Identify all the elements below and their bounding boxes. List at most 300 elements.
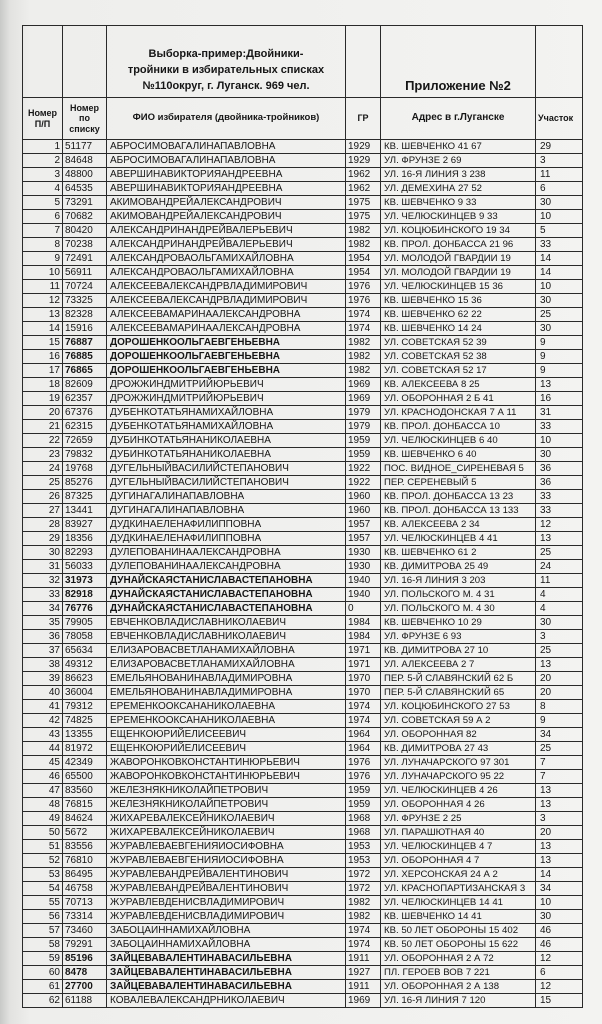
row-number-cell: 19 — [23, 392, 63, 405]
list-number-cell: 67376 — [63, 406, 107, 419]
address-cell: УЛ. СОВЕТСКАЯ 52 17 — [381, 364, 536, 377]
table-row — [23, 238, 583, 252]
document-title-line: №110округ, г. Луганск. 969 чел. — [142, 80, 310, 92]
birth-year-cell: 1930 — [346, 560, 381, 573]
row-number-cell: 12 — [23, 294, 63, 307]
precinct-cell: 14 — [536, 266, 583, 279]
header-list-number — [63, 98, 107, 139]
birth-year-cell: 0 — [346, 602, 381, 615]
list-number-cell: 83556 — [63, 840, 107, 853]
precinct-cell: 10 — [536, 896, 583, 909]
address-cell: УЛ. АЛЕКСЕЕВА 2 7 — [381, 658, 536, 671]
voter-name-cell: ДУНАЙСКАЯСТАНИСЛАВАСТЕПАНОВНА — [107, 574, 346, 587]
voter-name-cell: АВЕРШИНАВИКТОРИЯАНДРЕЕВНА — [107, 168, 346, 181]
row-number-cell: 39 — [23, 672, 63, 685]
table-row — [23, 644, 583, 658]
list-number-cell: 87325 — [63, 490, 107, 503]
header-text: Номер — [69, 102, 100, 113]
row-number-cell: 1 — [23, 140, 63, 153]
birth-year-cell: 1976 — [346, 756, 381, 769]
list-number-cell: 76865 — [63, 364, 107, 377]
address-cell: УЛ. ЧЕЛЮСКИНЦЕВ 4 26 — [381, 784, 536, 797]
precinct-cell: 9 — [536, 350, 583, 363]
voter-name-cell: АЛЕКСЕЕВАМАРИНААЛЕКСАНДРОВНА — [107, 308, 346, 321]
header-text: Номер — [27, 108, 58, 118]
table-row — [23, 546, 583, 560]
address-cell: УЛ. ФРУНЗЕ 2 69 — [381, 154, 536, 167]
precinct-cell: 24 — [536, 560, 583, 573]
voter-name-cell: ДУБЕНКОТАТЬЯНАМИХАЙЛОВНА — [107, 406, 346, 419]
row-number-cell: 15 — [23, 336, 63, 349]
list-number-cell: 76815 — [63, 798, 107, 811]
voter-name-cell: ЗАБОЦАИННАМИХАЙЛОВНА — [107, 938, 346, 951]
table-row — [23, 910, 583, 924]
list-number-cell: 80420 — [63, 224, 107, 237]
list-number-cell: 51177 — [63, 140, 107, 153]
table-row — [23, 714, 583, 728]
voter-name-cell: ЕМЕЛЬЯНОВАНИНАВЛАДИМИРОВНА — [107, 672, 346, 685]
birth-year-cell: 1974 — [346, 700, 381, 713]
address-cell: УЛ. ПОЛЬСКОГО М. 4 30 — [381, 602, 536, 615]
list-number-cell: 61188 — [63, 994, 107, 1007]
table-row — [23, 700, 583, 714]
row-number-cell: 58 — [23, 938, 63, 951]
table-row — [23, 476, 583, 490]
birth-year-cell: 1969 — [346, 378, 381, 391]
voter-name-cell: ЖЕЛЕЗНЯКНИКОЛАЙПЕТРОВИЧ — [107, 784, 346, 797]
precinct-cell: 3 — [536, 812, 583, 825]
column-header-row — [23, 98, 583, 140]
list-number-cell: 76776 — [63, 602, 107, 615]
precinct-cell: 13 — [536, 532, 583, 545]
table-row — [23, 154, 583, 168]
address-cell: УЛ. КРАСНОДОНСКАЯ 7 А 11 — [381, 406, 536, 419]
table-row — [23, 658, 583, 672]
birth-year-cell: 1984 — [346, 630, 381, 643]
precinct-cell: 20 — [536, 672, 583, 685]
voter-name-cell: ЕВЧЕНКОВЛАДИСЛАВНИКОЛАЕВИЧ — [107, 630, 346, 643]
list-number-cell: 70713 — [63, 896, 107, 909]
table-row — [23, 560, 583, 574]
address-cell: УЛ. МОЛОДОЙ ГВАРДИИ 19 — [381, 252, 536, 265]
precinct-cell: 7 — [536, 756, 583, 769]
row-number-cell: 54 — [23, 882, 63, 895]
birth-year-cell: 1962 — [346, 182, 381, 195]
list-number-cell: 62315 — [63, 420, 107, 433]
birth-year-cell: 1911 — [346, 952, 381, 965]
list-number-cell: 73291 — [63, 196, 107, 209]
voter-name-cell: ЕМЕЛЬЯНОВАНИНАВЛАДИМИРОВНА — [107, 686, 346, 699]
row-number-cell: 8 — [23, 238, 63, 251]
list-number-cell: 27700 — [63, 980, 107, 993]
row-number-cell: 36 — [23, 630, 63, 643]
row-number-cell: 28 — [23, 518, 63, 531]
list-number-cell: 79832 — [63, 448, 107, 461]
list-number-cell: 79312 — [63, 700, 107, 713]
table-row — [23, 350, 583, 364]
precinct-cell: 9 — [536, 336, 583, 349]
address-cell: ПЕР. 5-Й СЛАВЯНСКИЙ 62 Б — [381, 672, 536, 685]
row-number-cell: 42 — [23, 714, 63, 727]
row-number-cell: 52 — [23, 854, 63, 867]
table-row — [23, 364, 583, 378]
address-cell: КВ. ШЕВЧЕНКО 6 40 — [381, 448, 536, 461]
blank-cell — [23, 26, 63, 97]
row-number-cell: 35 — [23, 616, 63, 629]
precinct-cell: 30 — [536, 322, 583, 335]
row-number-cell: 41 — [23, 700, 63, 713]
precinct-cell: 13 — [536, 798, 583, 811]
birth-year-cell: 1964 — [346, 728, 381, 741]
birth-year-cell: 1982 — [346, 364, 381, 377]
address-cell: УЛ. ПАРАШЮТНАЯ 40 — [381, 826, 536, 839]
address-cell: УЛ. ФРУНЗЕ 2 25 — [381, 812, 536, 825]
row-number-cell: 34 — [23, 602, 63, 615]
table-row — [23, 490, 583, 504]
voter-name-cell: АЛЕКСАНДРОВАОЛЬГАМИХАЙЛОВНА — [107, 252, 346, 265]
row-number-cell: 31 — [23, 560, 63, 573]
birth-year-cell: 1962 — [346, 168, 381, 181]
precinct-cell: 9 — [536, 714, 583, 727]
precinct-cell: 3 — [536, 630, 583, 643]
list-number-cell: 79291 — [63, 938, 107, 951]
address-cell: КВ. ШЕВЧЕНКО 15 36 — [381, 294, 536, 307]
precinct-cell: 29 — [536, 140, 583, 153]
address-cell: КВ. ДИМИТРОВА 27 43 — [381, 742, 536, 755]
list-number-cell: 48800 — [63, 168, 107, 181]
list-number-cell: 79905 — [63, 616, 107, 629]
table-row — [23, 868, 583, 882]
birth-year-cell: 1972 — [346, 868, 381, 881]
precinct-cell: 36 — [536, 462, 583, 475]
address-cell: КВ. ДИМИТРОВА 27 10 — [381, 644, 536, 657]
voter-name-cell: ДУЛЕПОВАНИНААЛЕКСАНДРОВНА — [107, 560, 346, 573]
table-row — [23, 420, 583, 434]
precinct-cell: 11 — [536, 574, 583, 587]
voter-name-cell: ДОРОШЕНКООЛЬГАЕВГЕНЬЕВНА — [107, 364, 346, 377]
table-row — [23, 756, 583, 770]
list-number-cell: 5672 — [63, 826, 107, 839]
voter-name-cell: ДУГИНАГАЛИНАПАВЛОВНА — [107, 504, 346, 517]
precinct-cell: 4 — [536, 602, 583, 615]
list-number-cell: 70682 — [63, 210, 107, 223]
address-cell: КВ. ПРОЛ. ДОНБАССА 10 — [381, 420, 536, 433]
row-number-cell: 22 — [23, 434, 63, 447]
list-number-cell: 42349 — [63, 756, 107, 769]
list-number-cell: 31973 — [63, 574, 107, 587]
voter-duplicates-table — [22, 25, 583, 1008]
birth-year-cell: 1976 — [346, 280, 381, 293]
list-number-cell: 13355 — [63, 728, 107, 741]
table-row — [23, 588, 583, 602]
list-number-cell: 76885 — [63, 350, 107, 363]
list-number-cell: 82918 — [63, 588, 107, 601]
list-number-cell: 65500 — [63, 770, 107, 783]
header-address: Адрес в г.Луганске — [381, 98, 536, 139]
precinct-cell: 13 — [536, 854, 583, 867]
table-row — [23, 952, 583, 966]
precinct-cell: 14 — [536, 868, 583, 881]
birth-year-cell: 1954 — [346, 266, 381, 279]
address-cell: УЛ. ЧЕЛЮСКИНЦЕВ 4 7 — [381, 840, 536, 853]
document-title-line: Выборка-пример:Двойники- — [148, 48, 304, 60]
voter-name-cell: ЖИХАРЕВАЛЕКСЕЙНИКОЛАЕВИЧ — [107, 812, 346, 825]
address-cell: УЛ. ОБОРОННАЯ 2 Б 41 — [381, 392, 536, 405]
list-number-cell: 83927 — [63, 518, 107, 531]
voter-name-cell: АЛЕКСАНДРИНАНДРЕЙВАЛЕРЬЕВИЧ — [107, 238, 346, 251]
row-number-cell: 21 — [23, 420, 63, 433]
precinct-cell: 36 — [536, 476, 583, 489]
table-row — [23, 280, 583, 294]
row-number-cell: 57 — [23, 924, 63, 937]
table-row — [23, 798, 583, 812]
row-number-cell: 25 — [23, 476, 63, 489]
table-row — [23, 518, 583, 532]
address-cell: УЛ. ХЕРСОНСКАЯ 24 А 2 — [381, 868, 536, 881]
precinct-cell: 33 — [536, 238, 583, 251]
list-number-cell: 13441 — [63, 504, 107, 517]
table-row — [23, 616, 583, 630]
address-cell: КВ. АЛЕКСЕЕВА 8 25 — [381, 378, 536, 391]
precinct-cell: 34 — [536, 728, 583, 741]
list-number-cell: 62357 — [63, 392, 107, 405]
header-voter-name: ФИО избирателя (двойника-тройников) — [107, 98, 346, 139]
precinct-cell: 10 — [536, 280, 583, 293]
voter-name-cell: ДУЛЕПОВАНИНААЛЕКСАНДРОВНА — [107, 546, 346, 559]
row-number-cell: 24 — [23, 462, 63, 475]
birth-year-cell: 1927 — [346, 966, 381, 979]
row-number-cell: 14 — [23, 322, 63, 335]
birth-year-cell: 1940 — [346, 588, 381, 601]
address-cell: УЛ. ОБОРОННАЯ 82 — [381, 728, 536, 741]
birth-year-cell: 1922 — [346, 476, 381, 489]
voter-name-cell: ЕРЕМЕНКООКСАНАНИКОЛАЕВНА — [107, 714, 346, 727]
blank-cell — [346, 26, 381, 97]
voter-name-cell: ЕЛИЗАРОВАСВЕТЛАНАМИХАЙЛОВНА — [107, 644, 346, 657]
birth-year-cell: 1974 — [346, 714, 381, 727]
precinct-cell: 46 — [536, 938, 583, 951]
table-row — [23, 854, 583, 868]
table-row — [23, 196, 583, 210]
address-cell: КВ. ШЕВЧЕНКО 62 22 — [381, 308, 536, 321]
precinct-cell: 8 — [536, 700, 583, 713]
birth-year-cell: 1975 — [346, 210, 381, 223]
birth-year-cell: 1982 — [346, 350, 381, 363]
voter-name-cell: ДУГЕЛЬНЫЙВАСИЛИЙСТЕПАНОВИЧ — [107, 462, 346, 475]
precinct-cell: 6 — [536, 182, 583, 195]
voter-name-cell: ЖЕЛЕЗНЯКНИКОЛАЙПЕТРОВИЧ — [107, 798, 346, 811]
voter-name-cell: ЖУРАВЛЕВАНДРЕЙВАЛЕНТИНОВИЧ — [107, 868, 346, 881]
list-number-cell: 46758 — [63, 882, 107, 895]
list-number-cell: 56033 — [63, 560, 107, 573]
voter-name-cell: АЛЕКСАНДРОВАОЛЬГАМИХАЙЛОВНА — [107, 266, 346, 279]
precinct-cell: 6 — [536, 966, 583, 979]
voter-name-cell: ЕВЧЕНКОВЛАДИСЛАВНИКОЛАЕВИЧ — [107, 616, 346, 629]
birth-year-cell: 1969 — [346, 994, 381, 1007]
table-row — [23, 728, 583, 742]
voter-name-cell: ЖУРАВЛЕВДЕНИСВЛАДИМИРОВИЧ — [107, 896, 346, 909]
table-row — [23, 448, 583, 462]
birth-year-cell: 1979 — [346, 406, 381, 419]
table-row — [23, 994, 583, 1008]
precinct-cell: 14 — [536, 252, 583, 265]
table-row — [23, 168, 583, 182]
list-number-cell: 15916 — [63, 322, 107, 335]
address-cell: УЛ. 16-Я ЛИНИЯ 3 238 — [381, 168, 536, 181]
row-number-cell: 18 — [23, 378, 63, 391]
row-number-cell: 9 — [23, 252, 63, 265]
address-cell: УЛ. СОВЕТСКАЯ 59 А 2 — [381, 714, 536, 727]
precinct-cell: 12 — [536, 980, 583, 993]
voter-name-cell: ЖУРАВЛЕВДЕНИСВЛАДИМИРОВИЧ — [107, 910, 346, 923]
address-cell: КВ. ШЕВЧЕНКО 14 41 — [381, 910, 536, 923]
birth-year-cell: 1954 — [346, 252, 381, 265]
voter-name-cell: ЕЛИЗАРОВАСВЕТЛАНАМИХАЙЛОВНА — [107, 658, 346, 671]
row-number-cell: 30 — [23, 546, 63, 559]
header-text: П/П — [34, 118, 51, 129]
precinct-cell: 3 — [536, 154, 583, 167]
row-number-cell: 50 — [23, 826, 63, 839]
address-cell: УЛ. 16-Я ЛИНИЯ 3 203 — [381, 574, 536, 587]
row-number-cell: 7 — [23, 224, 63, 237]
birth-year-cell: 1953 — [346, 840, 381, 853]
birth-year-cell: 1976 — [346, 294, 381, 307]
table-row — [23, 224, 583, 238]
table-row — [23, 742, 583, 756]
address-cell: КВ. ШЕВЧЕНКО 10 29 — [381, 616, 536, 629]
address-cell: УЛ. ЧЕЛЮСКИНЦЕВ 15 36 — [381, 280, 536, 293]
row-number-cell: 48 — [23, 798, 63, 811]
list-number-cell: 73460 — [63, 924, 107, 937]
list-number-cell: 73314 — [63, 910, 107, 923]
table-row — [23, 392, 583, 406]
precinct-cell: 30 — [536, 448, 583, 461]
table-row — [23, 686, 583, 700]
precinct-cell: 10 — [536, 210, 583, 223]
voter-name-cell: ДРОЖЖИНДМИТРИЙЮРЬЕВИЧ — [107, 378, 346, 391]
birth-year-cell: 1971 — [346, 644, 381, 657]
row-number-cell: 2 — [23, 154, 63, 167]
birth-year-cell: 1979 — [346, 420, 381, 433]
table-row — [23, 462, 583, 476]
birth-year-cell: 1953 — [346, 854, 381, 867]
table-row — [23, 574, 583, 588]
birth-year-cell: 1957 — [346, 518, 381, 531]
voter-name-cell: ДРОЖЖИНДМИТРИЙЮРЬЕВИЧ — [107, 392, 346, 405]
voter-name-cell: АЛЕКСАНДРИНАНДРЕЙВАЛЕРЬЕВИЧ — [107, 224, 346, 237]
precinct-cell: 46 — [536, 924, 583, 937]
table-row — [23, 406, 583, 420]
birth-year-cell: 1974 — [346, 308, 381, 321]
voter-name-cell: АЛЕКСЕЕВАЛЕКСАНДРВЛАДИМИРОВИЧ — [107, 294, 346, 307]
birth-year-cell: 1964 — [346, 742, 381, 755]
voter-name-cell: ЕЩЕНКОЮРИЙЕЛИСЕЕВИЧ — [107, 728, 346, 741]
voter-name-cell: ЕРЕМЕНКООКСАНАНИКОЛАЕВНА — [107, 700, 346, 713]
precinct-cell: 31 — [536, 406, 583, 419]
address-cell: УЛ. ФРУНЗЕ 6 93 — [381, 630, 536, 643]
row-number-cell: 45 — [23, 756, 63, 769]
row-number-cell: 16 — [23, 350, 63, 363]
row-number-cell: 32 — [23, 574, 63, 587]
table-row — [23, 532, 583, 546]
precinct-cell: 13 — [536, 784, 583, 797]
header-precinct: Участок — [536, 98, 583, 139]
table-row — [23, 630, 583, 644]
birth-year-cell: 1982 — [346, 336, 381, 349]
birth-year-cell: 1969 — [346, 392, 381, 405]
precinct-cell: 7 — [536, 770, 583, 783]
birth-year-cell: 1970 — [346, 672, 381, 685]
table-row — [23, 770, 583, 784]
precinct-cell: 15 — [536, 994, 583, 1007]
table-body — [23, 140, 583, 1008]
row-number-cell: 43 — [23, 728, 63, 741]
table-row — [23, 896, 583, 910]
list-number-cell: 85196 — [63, 952, 107, 965]
precinct-cell: 13 — [536, 378, 583, 391]
row-number-cell: 56 — [23, 910, 63, 923]
address-cell: УЛ. СОВЕТСКАЯ 52 38 — [381, 350, 536, 363]
table-row — [23, 378, 583, 392]
address-cell: УЛ. ОБОРОННАЯ 4 7 — [381, 854, 536, 867]
list-number-cell: 8478 — [63, 966, 107, 979]
birth-year-cell: 1959 — [346, 448, 381, 461]
list-number-cell: 85276 — [63, 476, 107, 489]
voter-name-cell: ДУНАЙСКАЯСТАНИСЛАВАСТЕПАНОВНА — [107, 588, 346, 601]
header-row-number — [23, 98, 63, 139]
birth-year-cell: 1982 — [346, 238, 381, 251]
voter-name-cell: ЗАЙЦЕВАВАЛЕНТИНАВАСИЛЬЕВНА — [107, 952, 346, 965]
list-number-cell: 82609 — [63, 378, 107, 391]
list-number-cell: 74825 — [63, 714, 107, 727]
precinct-cell: 30 — [536, 616, 583, 629]
address-cell: УЛ. КРАСНОПАРТИЗАНСКАЯ 3 — [381, 882, 536, 895]
address-cell: ПОС. ВИДНОЕ_СИРЕНЕВАЯ 5 — [381, 462, 536, 475]
voter-name-cell: ЖАВОРОНКОВКОНСТАНТИНЮРЬЕВИЧ — [107, 770, 346, 783]
table-row — [23, 882, 583, 896]
birth-year-cell: 1957 — [346, 532, 381, 545]
address-cell: УЛ. ОБОРОННАЯ 2 А 138 — [381, 980, 536, 993]
birth-year-cell: 1959 — [346, 798, 381, 811]
address-cell: ПЛ. ГЕРОЕВ ВОВ 7 221 — [381, 966, 536, 979]
address-cell: УЛ. ОБОРОННАЯ 4 26 — [381, 798, 536, 811]
row-number-cell: 6 — [23, 210, 63, 223]
list-number-cell: 78058 — [63, 630, 107, 643]
voter-name-cell: ДУДКИНАЕЛЕНАФИЛИППОВНА — [107, 518, 346, 531]
table-row — [23, 336, 583, 350]
birth-year-cell: 1982 — [346, 896, 381, 909]
voter-name-cell: ЗАЙЦЕВАВАЛЕНТИНАВАСИЛЬЕВНА — [107, 966, 346, 979]
precinct-cell: 11 — [536, 168, 583, 181]
list-number-cell: 36004 — [63, 686, 107, 699]
voter-name-cell: ЖУРАВЛЕВАНДРЕЙВАЛЕНТИНОВИЧ — [107, 882, 346, 895]
row-number-cell: 46 — [23, 770, 63, 783]
list-number-cell: 86623 — [63, 672, 107, 685]
row-number-cell: 5 — [23, 196, 63, 209]
voter-name-cell: АЛЕКСЕЕВАЛЕКСАНДРВЛАДИМИРОВИЧ — [107, 280, 346, 293]
address-cell: КВ. АЛЕКСЕЕВА 2 34 — [381, 518, 536, 531]
row-number-cell: 55 — [23, 896, 63, 909]
address-cell: УЛ. ЧЕЛЮСКИНЦЕВ 6 40 — [381, 434, 536, 447]
appendix-label: Приложение №2 — [381, 26, 536, 97]
table-row — [23, 966, 583, 980]
list-number-cell: 18356 — [63, 532, 107, 545]
list-number-cell: 83560 — [63, 784, 107, 797]
row-number-cell: 51 — [23, 840, 63, 853]
precinct-cell: 33 — [536, 504, 583, 517]
document-title-line: тройники в избирательных списках — [127, 64, 325, 76]
birth-year-cell: 1959 — [346, 784, 381, 797]
